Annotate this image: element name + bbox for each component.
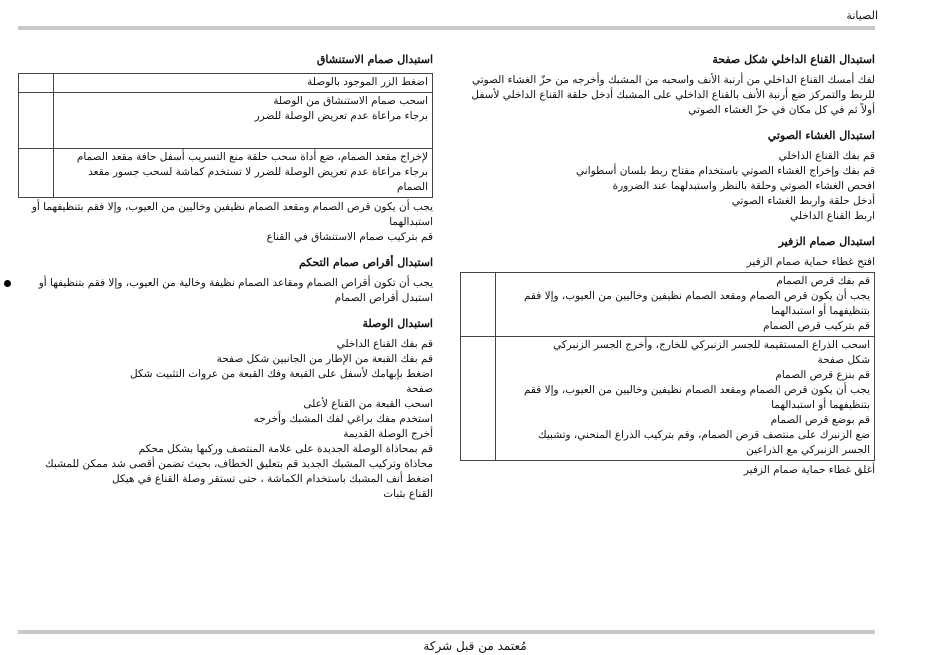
text-line: أخرج الوصلة القديمة <box>343 428 433 440</box>
text-line: استبدل أقراص الصمام <box>334 292 433 304</box>
header-rule <box>18 26 875 30</box>
text-line: قم بمحاذاة الوصلة الجديدة على علامة المنتصف وركبها بشكل محكم <box>138 443 433 455</box>
section-heading-connector: استبدال الوصلة <box>362 317 433 330</box>
text-line: قم بفك القناع الداخلي <box>778 150 875 162</box>
table-cell-figure <box>461 273 496 337</box>
footer-rule <box>18 630 875 634</box>
text-line: برجاء مراعاة عدم تعريض الوصلة للضرر لا تستخدم كماشة لسحب جسور مقعد <box>88 166 428 178</box>
right-column <box>460 52 875 478</box>
text-line: أدخل حلقة واربط الغشاء الصوتي <box>731 195 875 207</box>
text-line: قم بنزع قرص الصمام <box>775 369 870 381</box>
text-line: قم بفك قرص الصمام <box>776 275 870 287</box>
text-line: أولاً ثم في كل مكان في حزّ الغشاء الصوتي <box>688 104 875 116</box>
text-line: الصمام <box>397 181 428 193</box>
text-line: استخدم مفك براغي لفك المشبك وأخرجه <box>253 413 433 425</box>
text-line: قم بوضع قرص الصمام <box>770 414 870 426</box>
text-line: افتح غطاء حماية صمام الزفير <box>746 256 875 268</box>
text-line: قم بفك القبعة من الإطار من الجانبين شكل صفحة <box>216 353 433 365</box>
text-line: يجب أن يكون قرص الصمام ومقعد الصمام نظيفين وخاليين من العيوب، وإلا فقم <box>523 384 870 396</box>
text-line: القناع بثبات <box>383 488 433 500</box>
section-heading-inhalation-valve: استبدال صمام الاستنشاق <box>316 53 433 66</box>
text-line: الجسر الزنبركي مع الذراعين <box>746 444 870 456</box>
table-row <box>19 149 433 198</box>
text-line: استبدالهما <box>389 216 433 228</box>
text-line: بتنظيفهما أو استبدالهما <box>771 305 870 317</box>
table-cell-steps <box>496 273 875 337</box>
table-cell-figure <box>19 149 54 198</box>
footer-text: مُعتمد من قبل شركة <box>423 639 527 653</box>
text-line: قم بفك وإخراج الغشاء الصوتي باستخدام مفتاح ربط بلسان أسطواني <box>576 165 875 177</box>
table-row <box>461 273 875 337</box>
table-cell-steps <box>54 93 433 149</box>
section-heading-inner-mask: استبدال القناع الداخلي شكل صفحة <box>712 53 875 66</box>
procedure-table-exhalation <box>460 272 875 461</box>
text-line: اضغط أنف المشبك باستخدام الكماشة ، حتى تستقر وصلة القناع في هيكل <box>111 473 433 485</box>
table-cell-steps <box>54 74 433 93</box>
text-line: يجب أن يكون قرص الصمام ومقعد الصمام نظيفين وخاليين من العيوب، وإلا فقم بتنظيفهما أو <box>31 201 433 213</box>
table-row <box>19 93 433 149</box>
text-line: ضع الزنبرك على منتصف قرص الصمام، وقم بتركيب الذراع المنحني، وتشبيك <box>538 429 870 441</box>
table-cell-figure <box>19 93 54 149</box>
text-line: اسحب الذراع المستقيمة للجسر الزنبركي للخارج، وأخرج الجسر الزنبركي <box>553 339 870 351</box>
section-heading-control-valve-discs: استبدال أقراص صمام التحكم <box>298 256 433 269</box>
text-line: اسحب القبعة من القناع لأعلى <box>303 398 433 410</box>
text-line: قم بتركيب صمام الاستنشاق في القناع <box>266 231 433 243</box>
text-line: برجاء مراعاة عدم تعريض الوصلة للضرر <box>254 110 428 122</box>
text-line: يجب أن تكون أقراص الصمام ومقاعد الصمام نظيفة وخالية من العيوب، وإلا فقم بتنظيفها أو <box>38 277 433 289</box>
bullet-icon <box>4 280 11 287</box>
text-line: بتنظيفهما أو استبدالهما <box>771 399 870 411</box>
bullet-item <box>18 276 433 306</box>
text-line: للربط والتمركز ضع أرنبة الأنف بالقناع الداخلي على المشبك أدخل حلقة القناع الداخلي لأسفل <box>471 89 875 101</box>
table-cell-steps <box>54 149 433 198</box>
table-cell-figure <box>19 74 54 93</box>
text-line: اسحب صمام الاستنشاق من الوصلة <box>273 95 428 107</box>
text-line: قم بفك القناع الداخلي <box>336 338 433 350</box>
procedure-table-inhalation <box>18 73 433 198</box>
text-line: شكل صفحة <box>817 354 870 366</box>
table-cell-steps <box>496 337 875 461</box>
section-heading-speech-diaphragm: استبدال الغشاء الصوتي <box>767 129 875 142</box>
table-row <box>19 74 433 93</box>
page-header-title: الصيانة <box>846 9 878 22</box>
table-cell-figure <box>461 337 496 461</box>
left-column <box>18 52 433 502</box>
text-line: يجب أن يكون قرص الصمام ومقعد الصمام نظيفين وخاليين من العيوب، وإلا فقم <box>523 290 870 302</box>
text-line: افحص الغشاء الصوتي وحلقة بالنظر واستبدلهما عند الضرورة <box>612 180 875 192</box>
text-line: قم بتركيب قرص الصمام <box>763 320 870 332</box>
text-line: صفحة <box>406 383 433 395</box>
text-line: أغلق غطاء حماية صمام الزفير <box>743 464 875 476</box>
text-line: لإخراج مقعد الصمام، ضع أداة سحب حلقة منع التسريب أسفل حافة مقعد الصمام <box>76 151 428 163</box>
text-line: محاذاة وتركيب المشبك الجديد قم بتعليق الخطاف، بحيث تضمن أقصى شد ممكن للمشبك <box>45 458 433 470</box>
section-heading-exhalation-valve: استبدال صمام الزفير <box>778 235 875 248</box>
table-row <box>461 337 875 461</box>
text-line: اضغط الزر الموجود بالوصلة <box>307 76 428 88</box>
text-line: اضغط بإبهامك لأسفل على القبعة وفك القبعة من عروات التثبيت شكل <box>129 368 433 380</box>
text-line: لفك أمسك القناع الداخلي من أرنبة الأنف واسحبه من المشبك وأخرجه من حزّ الغشاء الصوتي <box>471 74 875 86</box>
text-line: اربط القناع الداخلي <box>790 210 875 222</box>
